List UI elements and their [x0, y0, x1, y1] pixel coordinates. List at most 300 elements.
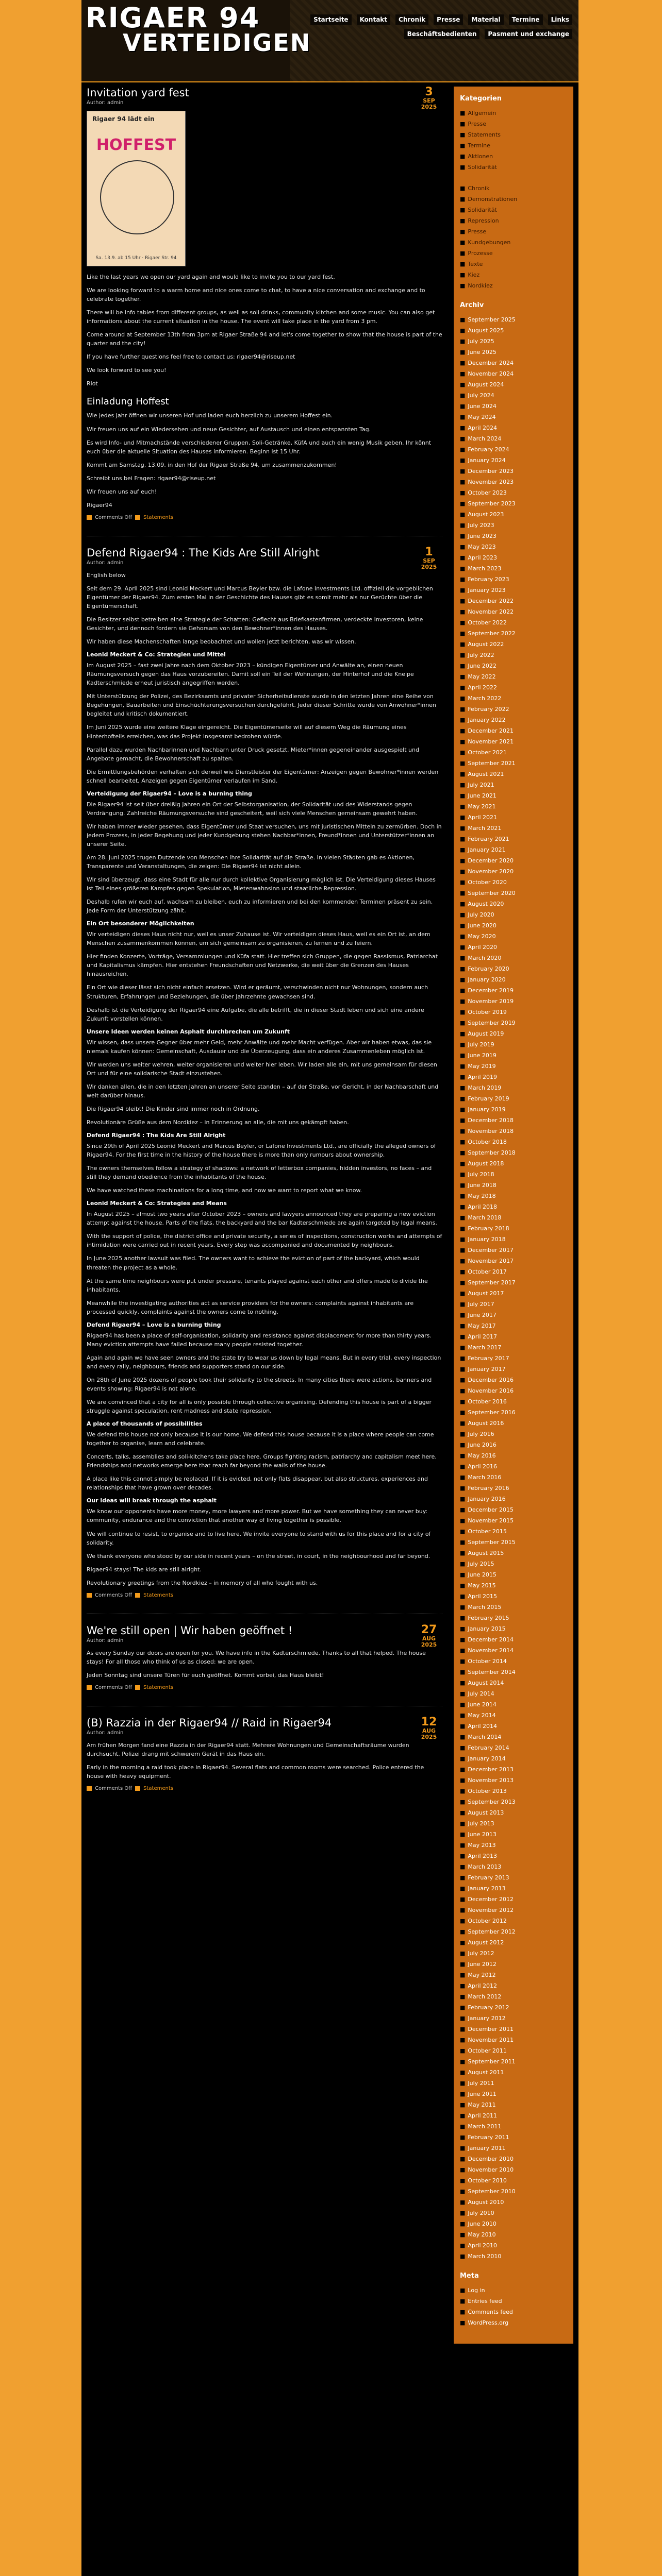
archive-link[interactable]: [460, 1450, 567, 1461]
archive-link[interactable]: [460, 2154, 567, 2164]
archive-link[interactable]: [460, 1840, 567, 1851]
category-item[interactable]: [460, 194, 567, 205]
list-item-label: Nordkiez: [468, 282, 493, 289]
category-item[interactable]: [460, 129, 567, 140]
archive-link[interactable]: [460, 1818, 567, 1829]
archive-link[interactable]: [460, 942, 567, 953]
archive-link[interactable]: [460, 1483, 567, 1494]
list-item-label: June 2024: [468, 403, 496, 410]
archive-link[interactable]: [460, 1331, 567, 1342]
archive-link[interactable]: [460, 466, 567, 477]
bullet-icon: ■: [460, 185, 466, 192]
archive-link[interactable]: [460, 931, 567, 942]
category-item[interactable]: [460, 205, 567, 215]
archive-link[interactable]: [460, 1753, 567, 1764]
archive-link[interactable]: [460, 1797, 567, 1807]
archive-link[interactable]: [460, 1872, 567, 1883]
archive-link[interactable]: [460, 660, 567, 671]
archive-link[interactable]: [460, 823, 567, 834]
archive-link[interactable]: [460, 401, 567, 412]
list-item-label: June 2014: [468, 1701, 496, 1708]
archive-link[interactable]: [460, 1980, 567, 1991]
list-item-label: August 2019: [468, 1030, 504, 1037]
archive-link[interactable]: [460, 834, 567, 844]
bullet-icon: ■: [460, 2102, 466, 2108]
archive-link[interactable]: [460, 1137, 567, 1147]
archive-link[interactable]: [460, 639, 567, 650]
category-item[interactable]: [460, 280, 567, 291]
post-date-day: 1: [425, 545, 433, 558]
nav-link[interactable]: Beschäftsbedienten: [404, 29, 480, 39]
archive-link[interactable]: [460, 1494, 567, 1504]
list-item-label: August 2020: [468, 901, 504, 907]
bullet-icon: ■: [460, 1279, 466, 1286]
archive-link[interactable]: [460, 1191, 567, 1201]
archive-link[interactable]: [460, 1180, 567, 1191]
post-paragraph: Since 29th of April 2025 Leonid Meckert and Marcus Beyler, or Lafone Investments Ltd., are officially the alleged owners of Rigaer94. For the first time in the history of the house there is more than only rumours about ownership.: [87, 1143, 436, 1159]
comments-status: Comments Off: [95, 1592, 133, 1598]
archive-link[interactable]: [460, 1396, 567, 1407]
archive-link[interactable]: [460, 2132, 567, 2143]
category-item[interactable]: [460, 118, 567, 129]
archive-link[interactable]: [460, 1158, 567, 1169]
archive-link[interactable]: [460, 1039, 567, 1050]
list-item-label: November 2020: [468, 868, 514, 875]
archive-link[interactable]: [460, 563, 567, 574]
archive-link[interactable]: [460, 422, 567, 433]
archive-link[interactable]: [460, 1926, 567, 1937]
archive-link[interactable]: [460, 2121, 567, 2132]
archive-link[interactable]: [460, 1537, 567, 1548]
bullet-icon: ■: [460, 565, 466, 572]
archive-link[interactable]: [460, 1764, 567, 1775]
nav-link[interactable]: Startseite: [310, 14, 351, 25]
bullet-icon: ■: [460, 695, 466, 702]
archive-link[interactable]: [460, 1385, 567, 1396]
archive-link[interactable]: [460, 1245, 567, 1256]
archive-link[interactable]: [460, 1212, 567, 1223]
archive-link[interactable]: [460, 1018, 567, 1028]
archive-link[interactable]: [460, 855, 567, 866]
archive-link[interactable]: [460, 1169, 567, 1180]
archive-link[interactable]: [460, 2045, 567, 2056]
archive-link[interactable]: [460, 1310, 567, 1320]
archive-link[interactable]: [460, 1699, 567, 1710]
bullet-icon: ■: [460, 2015, 466, 2022]
archive-link[interactable]: [460, 1418, 567, 1429]
archive-link[interactable]: [460, 390, 567, 401]
list-item-label: Kiez: [468, 272, 480, 278]
post-paragraph: Die Besitzer selbst betreiben eine Strategie der Schatten: Geflecht aus Briefkastenfirmen, verdeckte Investoren, keine Gesichter, und dennoch fordern sie Gehorsam von den Bewohner*innen des Hauses.: [87, 616, 423, 632]
archive-link[interactable]: [460, 541, 567, 552]
archive-link[interactable]: [460, 574, 567, 585]
archive-link[interactable]: [460, 379, 567, 390]
list-item-label: January 2020: [468, 976, 506, 983]
comment-icon: [87, 1593, 92, 1598]
archive-link[interactable]: [460, 2240, 567, 2251]
archive-link[interactable]: [460, 1894, 567, 1905]
list-item-label: November 2013: [468, 1777, 514, 1784]
category-item[interactable]: [460, 183, 567, 194]
archive-link[interactable]: [460, 1667, 567, 1677]
archive-link[interactable]: [460, 1353, 567, 1364]
archive-link[interactable]: [460, 844, 567, 855]
nav-link[interactable]: Presse: [434, 14, 463, 25]
bullet-icon: ■: [460, 2037, 466, 2043]
bullet-icon: ■: [460, 435, 466, 442]
archive-link[interactable]: [460, 996, 567, 1007]
category-link[interactable]: Statements: [143, 1684, 173, 1690]
list-item-label: October 2011: [468, 2047, 507, 2054]
archive-link[interactable]: [460, 2035, 567, 2045]
archive-link[interactable]: [460, 358, 567, 368]
archive-link[interactable]: [460, 1320, 567, 1331]
post-date: [416, 547, 442, 570]
archive-link[interactable]: [460, 455, 567, 466]
category-item[interactable]: [460, 140, 567, 151]
meta-link[interactable]: [460, 2317, 567, 2328]
bullet-icon: ■: [460, 1982, 466, 1989]
archive-link[interactable]: [460, 336, 567, 347]
archive-link[interactable]: [460, 1970, 567, 1980]
category-item[interactable]: [460, 162, 567, 173]
archive-link[interactable]: [460, 1580, 567, 1591]
bullet-icon: ■: [460, 1247, 466, 1253]
archive-link[interactable]: [460, 2164, 567, 2175]
archive-link[interactable]: [460, 1375, 567, 1385]
archive-link[interactable]: [460, 1732, 567, 1742]
list-item-label: March 2023: [468, 565, 502, 572]
archive-link[interactable]: [460, 1829, 567, 1840]
archive-link[interactable]: [460, 899, 567, 909]
archive-link[interactable]: [460, 2175, 567, 2186]
nav-link[interactable]: Chronik: [395, 14, 428, 25]
list-item-label: December 2015: [468, 1506, 514, 1513]
archive-link[interactable]: [460, 725, 567, 736]
post-author: Author: admin: [87, 100, 124, 106]
archive-link[interactable]: [460, 1147, 567, 1158]
archive-link[interactable]: [460, 606, 567, 617]
nav-link[interactable]: Termine: [509, 14, 543, 25]
archive-link[interactable]: [460, 1916, 567, 1926]
bullet-icon: ■: [460, 316, 466, 323]
list-item-label: January 2024: [468, 457, 506, 464]
archive-link[interactable]: [460, 1526, 567, 1537]
bullet-icon: ■: [460, 370, 466, 377]
archive-link[interactable]: [460, 1645, 567, 1656]
archive-link[interactable]: [460, 2024, 567, 2035]
post-title[interactable]: Invitation yard fest: [87, 87, 189, 99]
post-paragraph: Riot: [87, 380, 98, 387]
category-item[interactable]: [460, 108, 567, 118]
archive-link[interactable]: [460, 1288, 567, 1299]
archive-link[interactable]: [460, 1721, 567, 1732]
archive-link[interactable]: [460, 1407, 567, 1418]
list-item-label: April 2014: [468, 1723, 498, 1730]
archive-link[interactable]: [460, 1905, 567, 1916]
archive-link[interactable]: [460, 1861, 567, 1872]
archive-link[interactable]: [460, 2089, 567, 2099]
archive-link[interactable]: [460, 1710, 567, 1721]
archive-link[interactable]: [460, 866, 567, 877]
archive-link[interactable]: [460, 1515, 567, 1526]
archive-link[interactable]: [460, 790, 567, 801]
bullet-icon: ■: [460, 2221, 466, 2227]
bullet-icon: ■: [460, 1268, 466, 1275]
archive-link[interactable]: [460, 314, 567, 325]
list-item-label: August 2022: [468, 641, 504, 648]
nav-link[interactable]: Pasment und exchange: [485, 29, 572, 39]
archive-link[interactable]: [460, 325, 567, 336]
archive-link[interactable]: [460, 1656, 567, 1667]
archive-link[interactable]: [460, 1461, 567, 1472]
archive-link[interactable]: [460, 1959, 567, 1970]
list-item-label: November 2012: [468, 1907, 514, 1913]
post-title[interactable]: (B) Razzia in der Rigaer94 // Raid in Rigaer94: [87, 1716, 332, 1729]
archive-link[interactable]: [460, 1623, 567, 1634]
category-item[interactable]: [460, 215, 567, 226]
archive-link[interactable]: [460, 1115, 567, 1126]
nav-link[interactable]: Links: [548, 14, 572, 25]
archive-link[interactable]: [460, 433, 567, 444]
archive-link[interactable]: [460, 1883, 567, 1894]
post-paragraph: Come around at September 13th from 3pm at Rigaer Straße 94 and let's come together to show that the house is part of the quarter and the city!: [87, 331, 442, 347]
bullet-icon: ■: [460, 228, 466, 235]
archive-link[interactable]: [460, 1591, 567, 1602]
archive-link[interactable]: [460, 812, 567, 823]
archive-link[interactable]: [460, 1504, 567, 1515]
category-item[interactable]: [460, 237, 567, 248]
archive-link[interactable]: [460, 779, 567, 790]
archive-link[interactable]: [460, 1786, 567, 1797]
category-item[interactable]: [460, 269, 567, 280]
archive-link[interactable]: [460, 1082, 567, 1093]
site-logo[interactable]: RIGAER 94: [86, 2, 260, 34]
archive-link[interactable]: [460, 920, 567, 931]
list-item-label: September 2022: [468, 630, 516, 637]
list-item-label: September 2013: [468, 1799, 516, 1805]
archive-link[interactable]: [460, 617, 567, 628]
category-link[interactable]: Statements: [143, 514, 173, 520]
archive-link[interactable]: [460, 758, 567, 769]
archive-link[interactable]: [460, 412, 567, 422]
archive-link[interactable]: [460, 747, 567, 758]
bullet-icon: ■: [460, 1312, 466, 1318]
archive-link[interactable]: [460, 1256, 567, 1266]
post-paragraph: Wir freuen uns auf ein Wiedersehen und neue Gesichter, auf Austausch und einen entspannten Tag.: [87, 426, 371, 433]
archive-link[interactable]: [460, 1104, 567, 1115]
archive-link[interactable]: [460, 1851, 567, 1861]
archive-link[interactable]: [460, 1223, 567, 1234]
archive-link[interactable]: [460, 1742, 567, 1753]
archive-link[interactable]: [460, 1093, 567, 1104]
bullet-icon: ■: [460, 1669, 466, 1675]
bullet-icon: ■: [460, 1734, 466, 1740]
archive-link[interactable]: [460, 1028, 567, 1039]
category-item[interactable]: [460, 151, 567, 162]
bullet-icon: ■: [460, 2123, 466, 2130]
bullet-icon: ■: [460, 987, 466, 994]
bullet-icon: ■: [460, 1387, 466, 1394]
post-title[interactable]: We're still open | Wir haben geöffnet !: [87, 1624, 293, 1637]
list-item-label: January 2013: [468, 1885, 506, 1892]
archive-link[interactable]: [460, 963, 567, 974]
nav-link[interactable]: Material: [468, 14, 503, 25]
archive-link[interactable]: [460, 368, 567, 379]
archive-link[interactable]: [460, 531, 567, 541]
archive-link[interactable]: [460, 2218, 567, 2229]
archive-link[interactable]: [460, 1277, 567, 1288]
list-item-label: May 2018: [468, 1193, 496, 1199]
list-item-label: May 2015: [468, 1582, 496, 1589]
archive-link[interactable]: [460, 1266, 567, 1277]
list-item-label: May 2024: [468, 414, 496, 420]
archive-link[interactable]: [460, 1299, 567, 1310]
archive-link[interactable]: [460, 1991, 567, 2002]
archive-link[interactable]: [460, 715, 567, 725]
list-item-label: October 2023: [468, 489, 507, 496]
list-item-label: April 2012: [468, 1982, 498, 1989]
bullet-icon: ■: [460, 153, 466, 160]
archive-link[interactable]: [460, 2110, 567, 2121]
archive-link[interactable]: [460, 596, 567, 606]
list-item-label: June 2021: [468, 792, 496, 799]
archive-link[interactable]: [460, 2208, 567, 2218]
archive-link[interactable]: [460, 769, 567, 779]
bullet-icon: ■: [460, 1377, 466, 1383]
category-item[interactable]: [460, 226, 567, 237]
archive-link[interactable]: [460, 1613, 567, 1623]
archive-link[interactable]: [460, 1548, 567, 1558]
archive-link[interactable]: [460, 985, 567, 996]
archive-link[interactable]: [460, 877, 567, 888]
list-item-label: September 2020: [468, 890, 516, 896]
post-paragraph: We will continue to resist, to organise and to live here. We invite everyone to stand with us for this place and for a city of solidarity.: [87, 1530, 431, 1546]
archive-link[interactable]: [460, 1948, 567, 1959]
list-item-label: February 2021: [468, 836, 509, 842]
archive-link[interactable]: [460, 2002, 567, 2013]
archive-link[interactable]: [460, 2078, 567, 2089]
archive-link[interactable]: [460, 347, 567, 358]
archive-link[interactable]: [460, 2143, 567, 2154]
archive-link[interactable]: [460, 801, 567, 812]
archive-link[interactable]: [460, 2099, 567, 2110]
archive-link[interactable]: [460, 552, 567, 563]
archive-link[interactable]: [460, 1688, 567, 1699]
list-item-label: March 2024: [468, 435, 502, 442]
archive-link[interactable]: [460, 2229, 567, 2240]
list-item-label: February 2013: [468, 1874, 509, 1881]
archive-link[interactable]: [460, 2067, 567, 2078]
archive-link[interactable]: [460, 1558, 567, 1569]
post-date-month: AUG: [422, 1635, 436, 1642]
post-paragraph: Rigaer94 stays! The kids are still alright.: [87, 1566, 202, 1573]
archive-link[interactable]: [460, 888, 567, 899]
meta-link[interactable]: [460, 2285, 567, 2296]
archive-link[interactable]: [460, 628, 567, 639]
post-paragraph: Early in the morning a raid took place in Rigaer94. Several flats and common rooms were searched. Police entered the house with heavy equipment.: [87, 1764, 424, 1780]
list-item-label: January 2016: [468, 1496, 506, 1502]
post-title[interactable]: Defend Rigaer94 : The Kids Are Still Alright: [87, 546, 320, 559]
category-link[interactable]: Statements: [143, 1786, 173, 1792]
archive-link[interactable]: [460, 2186, 567, 2197]
archive-link[interactable]: [460, 2013, 567, 2024]
archive-link[interactable]: [460, 2251, 567, 2262]
archive-link[interactable]: [460, 682, 567, 693]
archive-link[interactable]: [460, 1201, 567, 1212]
archive-link[interactable]: [460, 498, 567, 509]
category-link[interactable]: Statements: [143, 1592, 173, 1598]
post-paragraph: Wir haben diese Machenschaften lange beobachtet und wollen jetzt berichten, was wir wissen.: [87, 638, 356, 646]
nav-link[interactable]: Kontakt: [357, 14, 390, 25]
category-item[interactable]: [460, 248, 567, 259]
archive-link[interactable]: [460, 1050, 567, 1061]
archive-link[interactable]: [460, 736, 567, 747]
archive-link[interactable]: [460, 1677, 567, 1688]
archive-link[interactable]: [460, 1342, 567, 1353]
meta-link[interactable]: [460, 2296, 567, 2307]
archive-link[interactable]: [460, 1429, 567, 1439]
list-item-label: June 2023: [468, 533, 496, 539]
list-item-label: February 2023: [468, 576, 509, 583]
event-flyer-image[interactable]: [87, 111, 186, 266]
archive-link[interactable]: [460, 704, 567, 715]
archive-link[interactable]: [460, 1072, 567, 1082]
archive-link[interactable]: [460, 650, 567, 660]
archive-link[interactable]: [460, 1364, 567, 1375]
archive-link[interactable]: [460, 1234, 567, 1245]
meta-link[interactable]: [460, 2307, 567, 2317]
archive-link[interactable]: [460, 909, 567, 920]
list-item-label: February 2014: [468, 1744, 509, 1751]
bullet-icon: ■: [460, 261, 466, 267]
archive-link[interactable]: [460, 1439, 567, 1450]
archive-link[interactable]: [460, 974, 567, 985]
bullet-icon: ■: [460, 1939, 466, 1946]
list-item-label: May 2010: [468, 2231, 496, 2238]
bullet-icon: ■: [460, 1928, 466, 1935]
category-item[interactable]: [460, 259, 567, 269]
archive-link[interactable]: [460, 2056, 567, 2067]
list-item-label: December 2018: [468, 1117, 514, 1124]
list-item-label: February 2015: [468, 1615, 509, 1621]
archive-link[interactable]: [460, 1472, 567, 1483]
list-item-label: July 2022: [468, 652, 494, 658]
archive-link[interactable]: [460, 953, 567, 963]
archive-link[interactable]: [460, 693, 567, 704]
archive-link[interactable]: [460, 477, 567, 487]
archive-link[interactable]: [460, 1634, 567, 1645]
archive-link[interactable]: [460, 1775, 567, 1786]
archive-link[interactable]: [460, 585, 567, 596]
archive-link[interactable]: [460, 1061, 567, 1072]
archive-link[interactable]: [460, 444, 567, 455]
archive-link[interactable]: [460, 1007, 567, 1018]
archive-link[interactable]: [460, 1807, 567, 1818]
archive-link[interactable]: [460, 1569, 567, 1580]
archive-link[interactable]: [460, 1937, 567, 1948]
archive-link[interactable]: [460, 2197, 567, 2208]
archive-link[interactable]: [460, 1602, 567, 1613]
post-meta: [87, 1592, 442, 1598]
archive-link[interactable]: [460, 1126, 567, 1137]
bullet-icon: ■: [460, 1258, 466, 1264]
archive-link[interactable]: [460, 520, 567, 531]
archive-link[interactable]: [460, 671, 567, 682]
bullet-icon: ■: [460, 500, 466, 507]
archive-link[interactable]: [460, 487, 567, 498]
archive-link[interactable]: [460, 509, 567, 520]
